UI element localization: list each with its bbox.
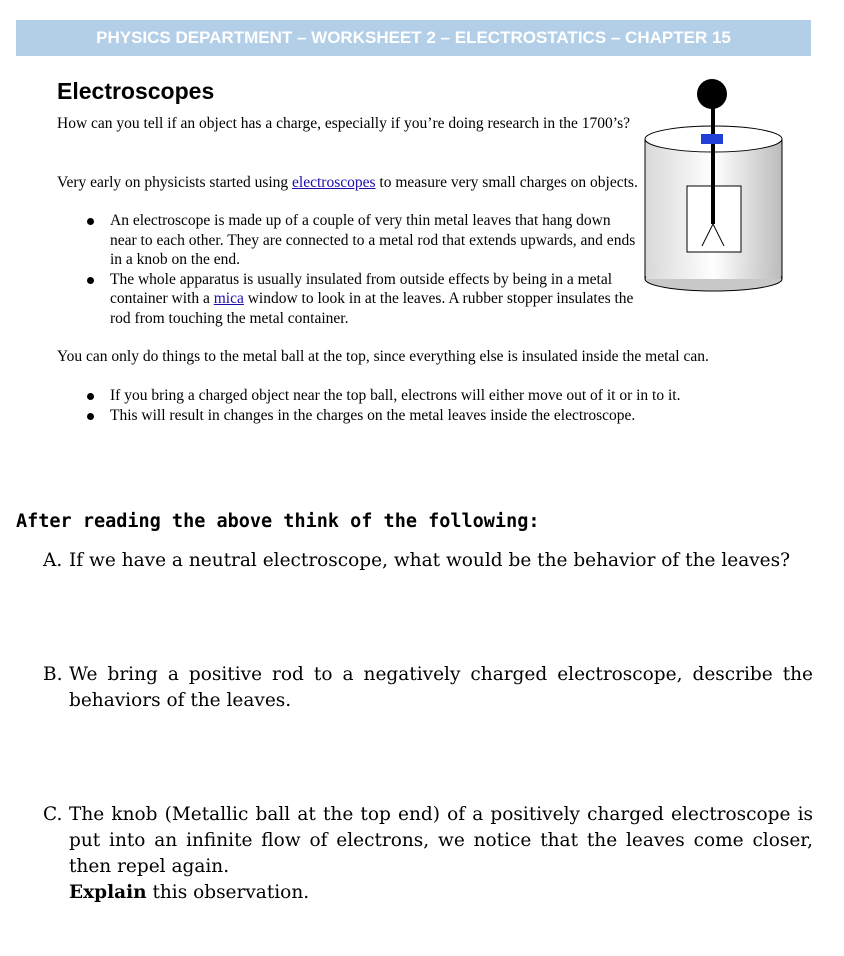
list-item [57,386,777,406]
question-c [43,802,813,906]
insulation-paragraph: You can only do things to the metal ball at the top, since everything else is insulated inside the metal can. [57,348,709,365]
bullet-text: If you bring a charged object near the top ball, electrons will either move out of it or in to it. [110,387,681,404]
list-item [57,270,637,329]
p2-text-before: Very early on physicists started using [57,174,293,191]
worksheet-header [16,20,811,56]
question-a-label: A. [43,550,63,571]
electroscope-diagram [640,74,790,294]
electroscope-bullet-list [57,211,637,328]
question-c-text: The knob (Metallic ball at the top end) of a positively charged electroscope is put into an infinite flow of electrons, we notice that the leaves come closer, then repel again. [69,804,813,877]
knob-ball [697,79,727,109]
worksheet-header-title: PHYSICS DEPARTMENT – WORKSHEET 2 – ELECTROSTATICS – CHAPTER 15 [96,28,731,47]
question-a [43,548,823,574]
bullet-text: An electroscope is made up of a couple of very thin metal leaves that hang down near to each other. They are connected to a metal rod that extends upwards, and ends in a knob on the end. [110,212,636,268]
bullet-text-after: window to look in at the leaves. A rubber stopper insulates the rod from touching the metal container. [110,290,634,327]
question-c-label: C. [43,804,63,825]
question-c-explain-rest: this observation. [146,882,310,903]
question-b-text: We bring a positive rod to a negatively charged electroscope, describe the behaviors of the leaves. [69,664,813,711]
question-b [43,662,813,714]
question-b-label: B. [43,664,63,685]
list-item [57,406,777,426]
question-c-body [69,802,813,906]
list-item [57,211,637,270]
bullet-text: This will result in changes in the charges on the metal leaves inside the electroscope. [110,406,636,424]
electroscopes-link[interactable]: electroscopes [292,174,376,191]
intro-paragraph: How can you tell if an object has a charge, especially if you’re doing research in the 1700’s? [57,115,631,132]
p2-text-after: to measure very small charges on objects. [375,174,638,191]
question-a-text: If we have a neutral electroscope, what would be the behavior of the leaves? [69,550,791,571]
electroscope-paragraph [57,173,647,193]
mica-link[interactable]: mica [213,290,244,307]
charge-bullet-list [57,386,777,425]
question-c-explain-bold: Explain [69,882,147,903]
questions-prompt: After reading the above think of the following: [16,511,540,532]
rubber-stopper [701,134,723,144]
bullet-text-before: The whole apparatus is usually insulated from outside effects by being in a metal container with a [110,270,613,307]
section-title: Electroscopes [57,78,215,104]
